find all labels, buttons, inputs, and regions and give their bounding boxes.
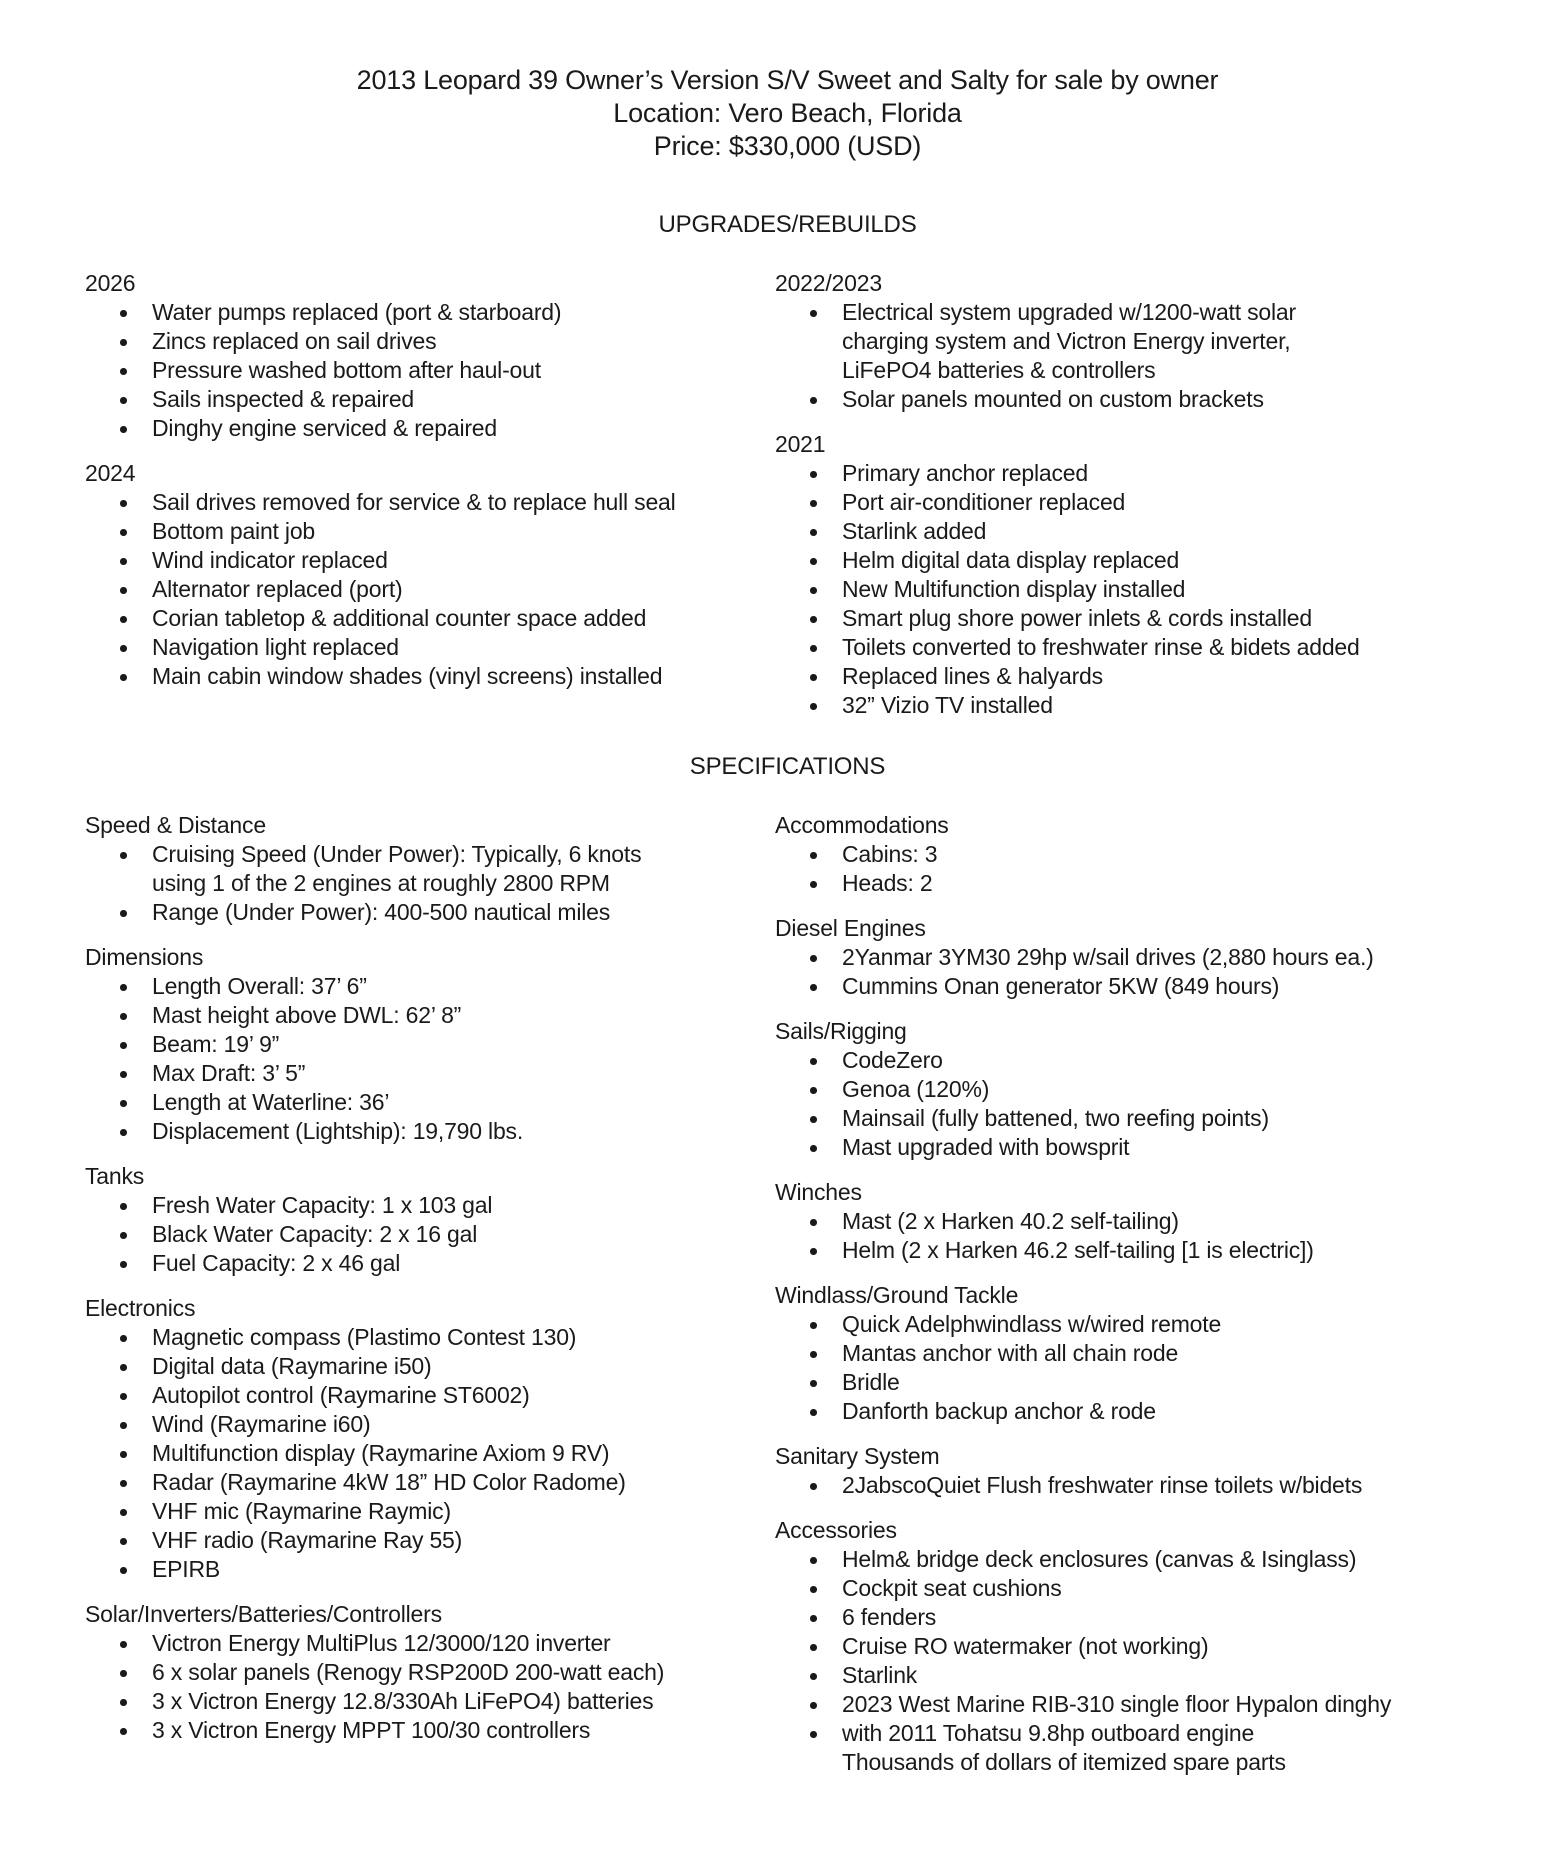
list-item-line: Wind indicator replaced — [152, 547, 388, 573]
list-item-line: Cruise RO watermaker (not working) — [842, 1633, 1209, 1659]
bullet-list — [85, 1323, 775, 1584]
list-item — [85, 1687, 775, 1716]
bullet-list — [85, 840, 775, 927]
list-item — [775, 1236, 1490, 1265]
list-item — [85, 1439, 775, 1468]
list-item — [775, 633, 1490, 662]
bullet-list — [775, 840, 1490, 898]
section — [85, 1294, 775, 1584]
bullet-list — [775, 1471, 1490, 1500]
list-item-line: Zincs replaced on sail drives — [152, 328, 437, 354]
list-item — [775, 1104, 1490, 1133]
list-item-line: Danforth backup anchor & rode — [842, 1398, 1156, 1424]
list-item-line: Starlink added — [842, 518, 987, 544]
list-item — [85, 1555, 775, 1584]
list-item — [85, 1059, 775, 1088]
list-item — [85, 356, 775, 385]
list-item — [85, 1410, 775, 1439]
list-item — [775, 1397, 1490, 1426]
list-item-line: Autopilot control (Raymarine ST6002) — [152, 1382, 530, 1408]
section — [775, 1281, 1490, 1426]
list-item-line: Victron Energy MultiPlus 12/3000/120 inverter — [152, 1630, 611, 1656]
list-item — [85, 414, 775, 443]
bullet-list — [85, 488, 775, 691]
list-item-line: CodeZero — [842, 1047, 943, 1073]
list-item — [775, 1207, 1490, 1236]
document-header — [85, 64, 1490, 163]
section-title: 2022/2023 — [775, 270, 882, 296]
list-item — [85, 1030, 775, 1059]
list-item — [775, 385, 1490, 414]
bullet-list — [775, 1207, 1490, 1265]
list-item — [85, 327, 775, 356]
list-item — [85, 840, 775, 898]
bullet-list — [85, 1629, 775, 1745]
upgrades-columns — [85, 269, 1490, 720]
list-item — [85, 1352, 775, 1381]
list-item — [85, 575, 775, 604]
list-item — [775, 604, 1490, 633]
list-item — [85, 385, 775, 414]
list-item-line: Corian tabletop & additional counter space added — [152, 605, 647, 631]
list-item — [85, 546, 775, 575]
list-item-line: Pressure washed bottom after haul-out — [152, 357, 541, 383]
list-item — [775, 459, 1490, 488]
section — [775, 1442, 1490, 1500]
list-item-line: Mainsail (fully battened, two reefing points) — [842, 1105, 1269, 1131]
list-item-line: Fresh Water Capacity: 1 x 103 gal — [152, 1192, 493, 1218]
bullet-list — [775, 459, 1490, 720]
list-item — [775, 517, 1490, 546]
list-item-line: 3 x Victron Energy MPPT 100/30 controllers — [152, 1717, 591, 1743]
section-title: Solar/Inverters/Batteries/Controllers — [85, 1601, 442, 1627]
list-item-line: Toilets converted to freshwater rinse & bidets added — [842, 634, 1360, 660]
section — [775, 1516, 1490, 1777]
list-item-line: 2JabscoQuiet Flush freshwater rinse toilets w/bidets — [842, 1472, 1363, 1498]
section — [775, 1178, 1490, 1265]
list-item — [85, 1001, 775, 1030]
list-item-line: Fuel Capacity: 2 x 46 gal — [152, 1250, 401, 1276]
list-item-line: charging system and Victron Energy inverter, — [842, 328, 1291, 354]
list-item — [775, 943, 1490, 972]
section-title: Winches — [775, 1179, 862, 1205]
list-item — [775, 1471, 1490, 1500]
list-item-line: Genoa (120%) — [842, 1076, 990, 1102]
list-item — [85, 662, 775, 691]
section — [775, 811, 1490, 898]
list-item-line: Radar (Raymarine 4kW 18” HD Color Radome) — [152, 1469, 626, 1495]
bullet-list — [85, 972, 775, 1146]
list-item — [775, 1603, 1490, 1632]
list-item-line: Navigation light replaced — [152, 634, 399, 660]
section-title: 2026 — [85, 270, 136, 296]
list-item — [775, 1046, 1490, 1075]
list-item — [85, 1191, 775, 1220]
list-item-line: VHF mic (Raymarine Raymic) — [152, 1498, 451, 1524]
list-item — [775, 1310, 1490, 1339]
list-item — [85, 1249, 775, 1278]
list-item — [85, 1658, 775, 1687]
specifications-heading: SPECIFICATIONS — [689, 753, 886, 780]
list-item — [85, 604, 775, 633]
bullet-list — [775, 1545, 1490, 1777]
section — [85, 943, 775, 1146]
bullet-list — [775, 1046, 1490, 1162]
page-title: 2013 Leopard 39 Owner’s Version S/V Sweet and Salty for sale by owner — [356, 65, 1219, 95]
list-item — [85, 898, 775, 927]
list-item — [775, 298, 1490, 385]
list-item — [775, 1545, 1490, 1574]
list-item-line: Replaced lines & halyards — [842, 663, 1103, 689]
list-item-line: Water pumps replaced (port & starboard) — [152, 299, 562, 325]
price-line: Price: $330,000 (USD) — [653, 131, 922, 161]
list-item — [775, 1574, 1490, 1603]
list-item-line: Helm (2 x Harken 46.2 self-tailing [1 is electric]) — [842, 1237, 1314, 1263]
list-item — [85, 298, 775, 327]
list-item-line: Primary anchor replaced — [842, 460, 1088, 486]
list-item-line: Dinghy engine serviced & repaired — [152, 415, 497, 441]
bullet-list — [85, 298, 775, 443]
list-item-line: Solar panels mounted on custom brackets — [842, 386, 1264, 412]
list-item-line: Black Water Capacity: 2 x 16 gal — [152, 1221, 478, 1247]
section-title: Tanks — [85, 1163, 145, 1189]
list-item — [85, 517, 775, 546]
section-title: Sails/Rigging — [775, 1018, 907, 1044]
list-item-line: EPIRB — [152, 1556, 221, 1582]
list-item-line: Magnetic compass (Plastimo Contest 130) — [152, 1324, 577, 1350]
list-item-line: Cockpit seat cushions — [842, 1575, 1062, 1601]
list-item — [85, 972, 775, 1001]
list-item-line: Mast (2 x Harken 40.2 self-tailing) — [842, 1208, 1179, 1234]
list-item — [85, 1629, 775, 1658]
list-item-line: using 1 of the 2 engines at roughly 2800 RPM — [152, 870, 610, 896]
list-item — [775, 1690, 1490, 1719]
section-title: Speed & Distance — [85, 812, 266, 838]
section — [775, 269, 1490, 414]
list-item-line: Mast upgraded with bowsprit — [842, 1134, 1130, 1160]
section — [85, 1162, 775, 1278]
list-item — [775, 662, 1490, 691]
list-item — [775, 546, 1490, 575]
upgrades-heading: UPGRADES/REBUILDS — [658, 211, 917, 238]
list-item-line: VHF radio (Raymarine Ray 55) — [152, 1527, 463, 1553]
list-item-line: Length Overall: 37’ 6” — [152, 973, 367, 999]
list-item — [775, 1719, 1490, 1777]
list-item — [85, 1323, 775, 1352]
list-item — [775, 1133, 1490, 1162]
list-item-line: Starlink — [842, 1662, 918, 1688]
list-item — [775, 869, 1490, 898]
list-item — [85, 1716, 775, 1745]
list-item-line: Thousands of dollars of itemized spare parts — [842, 1749, 1286, 1775]
list-item-line: Electrical system upgraded w/1200-watt solar — [842, 299, 1296, 325]
list-item — [85, 1526, 775, 1555]
list-item-line: 2023 West Marine RIB-310 single floor Hypalon dinghy — [842, 1691, 1392, 1717]
list-item-line: 6 fenders — [842, 1604, 937, 1630]
section — [85, 811, 775, 927]
section-title: Accessories — [775, 1517, 897, 1543]
section — [85, 459, 775, 691]
section — [85, 1600, 775, 1745]
section — [775, 1017, 1490, 1162]
bullet-list — [85, 1191, 775, 1278]
list-item-line: 2Yanmar 3YM30 29hp w/sail drives (2,880 hours ea.) — [842, 944, 1374, 970]
list-item — [775, 1661, 1490, 1690]
upgrades-left-column — [85, 269, 775, 691]
list-item — [85, 488, 775, 517]
list-item-line: Mast height above DWL: 62’ 8” — [152, 1002, 462, 1028]
list-item-line: Alternator replaced (port) — [152, 576, 403, 602]
list-item-line: New Multifunction display installed — [842, 576, 1186, 602]
list-item — [85, 1468, 775, 1497]
section-title: 2024 — [85, 460, 136, 486]
list-item-line: Heads: 2 — [842, 870, 933, 896]
specs-left-column — [85, 811, 775, 1745]
list-item-line: Wind (Raymarine i60) — [152, 1411, 371, 1437]
list-item-line: 3 x Victron Energy 12.8/330Ah LiFePO4) batteries — [152, 1688, 654, 1714]
list-item-line: 32” Vizio TV installed — [842, 692, 1053, 718]
list-item — [775, 1339, 1490, 1368]
list-item-line: Sail drives removed for service & to replace hull seal — [152, 489, 676, 515]
list-item-line: Digital data (Raymarine i50) — [152, 1353, 432, 1379]
section-title: Accommodations — [775, 812, 949, 838]
bullet-list — [775, 1310, 1490, 1426]
specs-right-column — [775, 811, 1490, 1777]
section-title: Diesel Engines — [775, 915, 926, 941]
list-item-line: Max Draft: 3’ 5” — [152, 1060, 306, 1086]
list-item — [775, 840, 1490, 869]
location-line: Location: Vero Beach, Florida — [613, 98, 962, 128]
list-item-line: with 2011 Tohatsu 9.8hp outboard engine — [842, 1720, 1255, 1746]
list-item — [85, 1088, 775, 1117]
list-item-line: Cummins Onan generator 5KW (849 hours) — [842, 973, 1280, 999]
list-item — [775, 691, 1490, 720]
list-item — [85, 1117, 775, 1146]
list-item-line: Port air-conditioner replaced — [842, 489, 1126, 515]
list-item-line: Beam: 19’ 9” — [152, 1031, 280, 1057]
list-item — [775, 1368, 1490, 1397]
upgrades-right-column — [775, 269, 1490, 720]
list-item-line: Quick Adelphwindlass w/wired remote — [842, 1311, 1222, 1337]
specifications-columns — [85, 811, 1490, 1777]
section-title: Windlass/Ground Tackle — [775, 1282, 1019, 1308]
bullet-list — [775, 298, 1490, 414]
list-item-line: Cabins: 3 — [842, 841, 938, 867]
list-item-line: Smart plug shore power inlets & cords installed — [842, 605, 1312, 631]
list-item — [775, 488, 1490, 517]
section — [775, 430, 1490, 720]
list-item-line: Mantas anchor with all chain rode — [842, 1340, 1179, 1366]
list-item — [85, 1497, 775, 1526]
list-item-line: Length at Waterline: 36’ — [152, 1089, 390, 1115]
list-item-line: Cruising Speed (Under Power): Typically, 6 knots — [152, 841, 642, 867]
list-item — [775, 575, 1490, 604]
list-item-line: Displacement (Lightship): 19,790 lbs. — [152, 1118, 524, 1144]
section — [775, 914, 1490, 1001]
list-item — [85, 633, 775, 662]
list-item — [775, 1632, 1490, 1661]
section-title: Sanitary System — [775, 1443, 940, 1469]
list-item-line: Bridle — [842, 1369, 900, 1395]
list-item-line: Main cabin window shades (vinyl screens) installed — [152, 663, 663, 689]
section — [85, 269, 775, 443]
section-title: Dimensions — [85, 944, 204, 970]
list-item — [85, 1220, 775, 1249]
list-item-line: Sails inspected & repaired — [152, 386, 415, 412]
list-item-line: Multifunction display (Raymarine Axiom 9 RV) — [152, 1440, 610, 1466]
list-item — [85, 1381, 775, 1410]
bullet-list — [775, 943, 1490, 1001]
section-title: 2021 — [775, 431, 826, 457]
list-item-line: Range (Under Power): 400-500 nautical miles — [152, 899, 611, 925]
list-item — [775, 1075, 1490, 1104]
list-item — [775, 972, 1490, 1001]
list-item-line: Bottom paint job — [152, 518, 316, 544]
list-item-line: 6 x solar panels (Renogy RSP200D 200-watt each) — [152, 1659, 665, 1685]
section-title: Electronics — [85, 1295, 196, 1321]
list-item-line: Helm& bridge deck enclosures (canvas & Isinglass) — [842, 1546, 1357, 1572]
list-item-line: LiFePO4 batteries & controllers — [842, 357, 1156, 383]
list-item-line: Helm digital data display replaced — [842, 547, 1180, 573]
